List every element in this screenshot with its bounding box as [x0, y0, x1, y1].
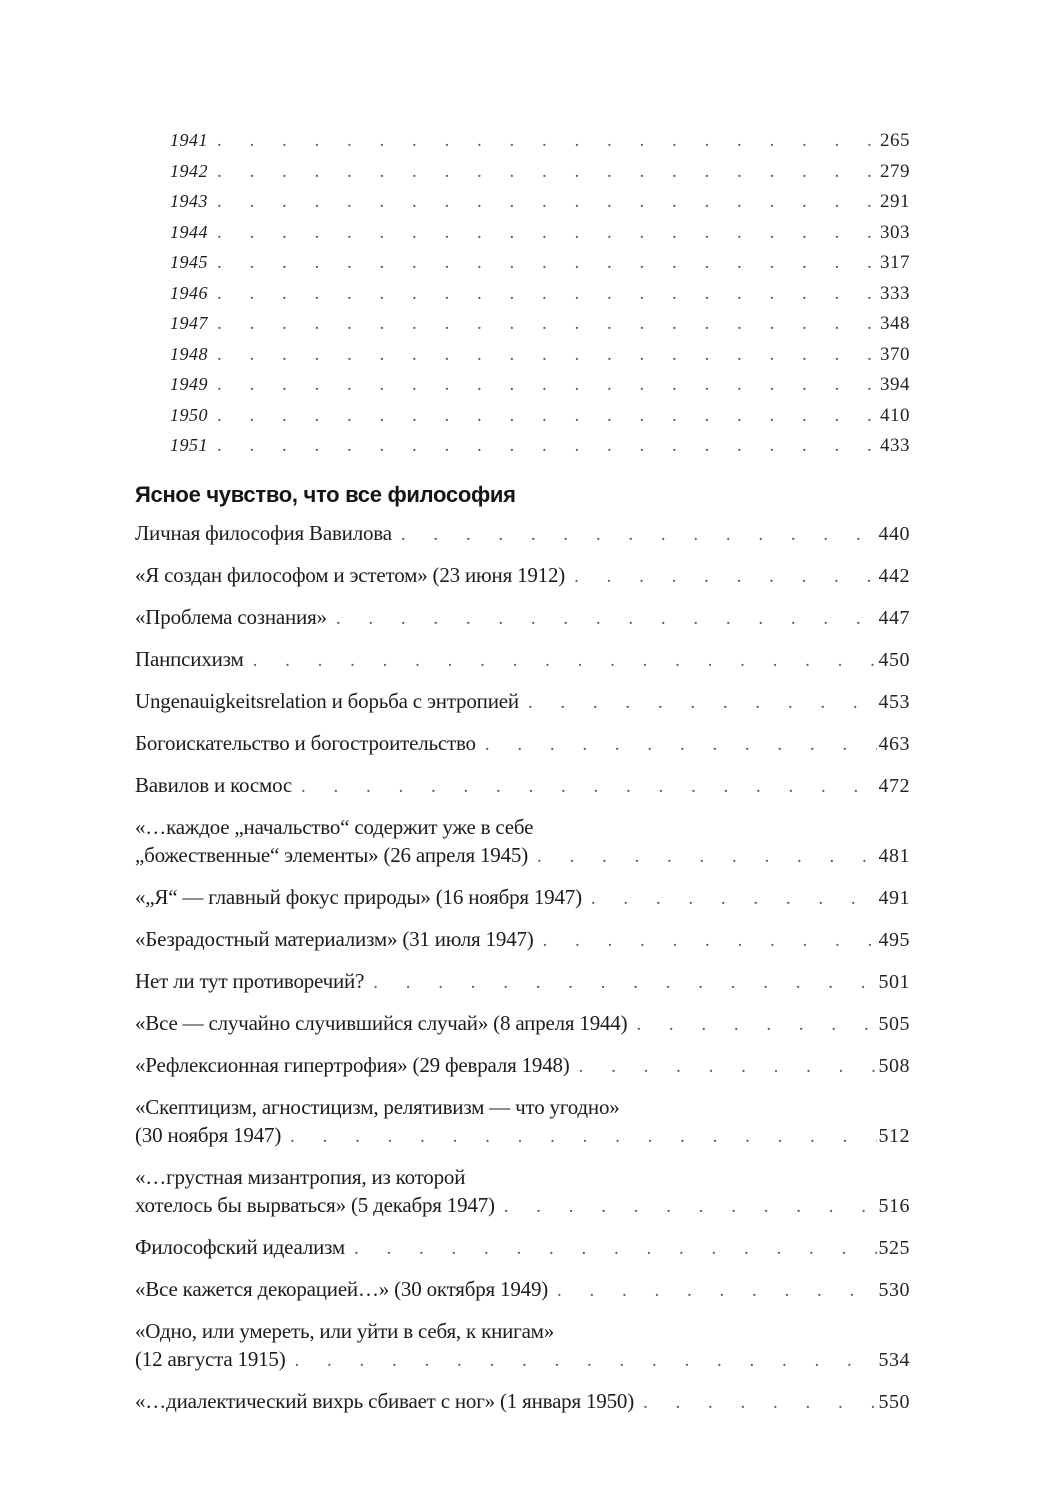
toc-entry — [170, 247, 910, 278]
entry-title: Философский идеализм — [135, 1234, 346, 1259]
toc-entry-lastline — [135, 1387, 910, 1417]
toc-entry-lastline — [135, 687, 910, 717]
entry-page-number: 530 — [878, 1278, 910, 1301]
entry-title: «Все кажется декорацией…» (30 октября 1949) — [135, 1276, 549, 1301]
entry-page-number: 450 — [878, 648, 910, 671]
toc-entry-lastline — [135, 841, 910, 871]
dot-leader — [217, 339, 878, 370]
entry-page-number: 447 — [878, 606, 910, 629]
toc-entry-lastline — [170, 430, 910, 461]
toc-entry-lastline — [135, 883, 910, 913]
toc-entry-lastline — [170, 339, 910, 370]
entry-page-number: 516 — [878, 1194, 910, 1217]
toc-entry — [170, 369, 910, 400]
toc-entry-lastline — [135, 1051, 910, 1081]
toc-entry — [135, 1093, 910, 1151]
entry-page-number: 442 — [878, 564, 910, 587]
dot-leader — [290, 1121, 876, 1151]
dot-leader — [354, 1233, 876, 1263]
toc-entry-lastline — [135, 1345, 910, 1375]
entry-page-number: 440 — [878, 522, 910, 545]
dot-leader — [401, 519, 877, 549]
toc-entry — [135, 687, 910, 717]
entry-title: 1950 — [170, 404, 208, 425]
entry-title: 1951 — [170, 435, 208, 455]
toc-entry-lastline — [135, 1191, 910, 1221]
dot-leader — [543, 925, 877, 955]
toc-entry — [170, 156, 910, 187]
toc-entry — [170, 278, 910, 309]
entry-page-number: 370 — [880, 343, 910, 365]
dot-leader — [557, 1275, 876, 1305]
toc-entry-lastline — [135, 645, 910, 675]
toc-entry-lastline — [135, 771, 910, 801]
toc-entry-lastline — [170, 125, 910, 156]
entry-title: Личная философия Вавилова — [135, 520, 392, 545]
entry-page-number: 394 — [880, 374, 910, 395]
dot-leader — [528, 687, 877, 717]
entry-page-number: 495 — [878, 928, 910, 951]
entry-page-number: 348 — [880, 313, 910, 334]
entry-line: «…каждое „начальство“ содержит уже в себе — [135, 814, 534, 839]
entry-title: 1946 — [170, 282, 208, 303]
toc-entry-lastline — [135, 1233, 910, 1263]
dot-leader — [643, 1387, 877, 1417]
toc-entry — [170, 217, 910, 248]
dot-leader — [636, 1009, 876, 1039]
entry-page-number: 491 — [878, 886, 910, 909]
entry-line: «Одно, или умереть, или уйти в себя, к книгам» — [135, 1318, 555, 1343]
entry-title: (30 ноября 1947) — [135, 1122, 282, 1147]
toc-entry — [135, 603, 910, 633]
entry-title: хотелось бы вырваться» (5 декабря 1947) — [135, 1192, 495, 1217]
entry-title: «Проблема сознания» — [135, 604, 327, 629]
toc-entry-lastline — [135, 1121, 910, 1151]
toc-entry-lastline — [135, 519, 910, 549]
toc-entry-lastline — [170, 400, 910, 431]
entry-title: 1948 — [170, 343, 208, 364]
dot-leader — [217, 125, 878, 156]
dot-leader — [217, 400, 878, 431]
entry-line: «…грустная мизантропия, из которой — [135, 1164, 466, 1189]
entry-page-number: 472 — [878, 774, 910, 797]
dot-leader — [217, 430, 878, 461]
toc-entry — [135, 967, 910, 997]
entry-page-number: 453 — [878, 690, 910, 713]
toc-entry — [135, 519, 910, 549]
toc-entry-lastline — [135, 729, 910, 759]
entry-title: «Рефлексионная гипертрофия» (29 февраля 1948) — [135, 1052, 570, 1077]
entry-title: „божественные“ элементы» (26 апреля 1945) — [135, 842, 528, 867]
entries-list — [135, 519, 910, 1417]
dot-leader — [336, 603, 877, 633]
entry-page-number: 534 — [878, 1348, 910, 1371]
toc-entry — [135, 813, 910, 871]
entry-page-number: 525 — [878, 1236, 910, 1259]
entry-title: 1949 — [170, 374, 208, 394]
toc-entry — [170, 430, 910, 461]
entry-page-number: 433 — [880, 435, 910, 456]
toc-entry — [170, 125, 910, 156]
toc-entry — [135, 883, 910, 913]
toc-entry — [135, 645, 910, 675]
toc-entry — [135, 925, 910, 955]
dot-leader — [504, 1191, 877, 1221]
toc-entry — [135, 729, 910, 759]
entry-title: «„Я“ — главный фокус природы» (16 ноября 1947) — [135, 884, 582, 909]
toc-entry — [135, 561, 910, 591]
entry-title: Вавилов и космос — [135, 772, 293, 797]
toc-entry — [135, 771, 910, 801]
toc-entry-lastline — [170, 278, 910, 309]
entry-page-number: 505 — [878, 1012, 910, 1035]
entry-page-number: 291 — [880, 191, 910, 212]
dot-leader — [217, 369, 878, 400]
dot-leader — [574, 561, 876, 591]
dot-leader — [217, 217, 878, 248]
section-heading: Ясное чувство, что все философия — [135, 481, 516, 507]
entry-title: 1942 — [170, 160, 208, 181]
entry-page-number: 481 — [878, 844, 910, 867]
entry-page-number: 550 — [878, 1390, 910, 1413]
dot-leader — [217, 247, 878, 278]
toc-entry-lastline — [170, 217, 910, 248]
entry-title: «Все — случайно случившийся случай» (8 апреля 1944) — [135, 1010, 628, 1035]
dot-leader — [253, 645, 877, 675]
entry-title: Богоискательство и богостроительство — [135, 730, 476, 755]
entry-title: 1941 — [170, 130, 208, 150]
entry-page-number: 333 — [880, 282, 910, 304]
entry-title: (12 августа 1915) — [135, 1346, 286, 1371]
entry-page-number: 265 — [880, 130, 910, 151]
dot-leader — [217, 186, 878, 217]
dot-leader — [485, 729, 877, 759]
entry-page-number: 317 — [880, 252, 910, 273]
entry-title: «Я создан философом и эстетом» (23 июня 1912) — [135, 562, 566, 587]
toc-entry-lastline — [135, 1009, 910, 1039]
dot-leader — [537, 841, 877, 871]
entry-page-number: 410 — [880, 404, 910, 426]
toc-entry — [170, 339, 910, 370]
entry-title: 1943 — [170, 191, 208, 211]
entry-title: Ungenauigkeitsrelation и борьба с энтропией — [135, 688, 519, 713]
dot-leader — [579, 1051, 877, 1081]
toc-entry-lastline — [135, 925, 910, 955]
toc-entry-lastline — [170, 156, 910, 187]
dot-leader — [217, 278, 878, 309]
entry-title: Нет ли тут противоречий? — [135, 968, 365, 993]
entry-title: 1944 — [170, 221, 208, 242]
entry-page-number: 303 — [880, 221, 910, 243]
toc-entry — [135, 1387, 910, 1417]
dot-leader — [591, 883, 877, 913]
dot-leader — [373, 967, 876, 997]
dot-leader — [217, 156, 878, 187]
toc-entry-lastline — [135, 1275, 910, 1305]
toc-entry-lastline — [135, 967, 910, 997]
entry-title: 1945 — [170, 252, 208, 272]
entry-title: «…диалектический вихрь сбивает с ног» (1 января 1950) — [135, 1388, 634, 1413]
toc-entry-lastline — [170, 186, 910, 217]
toc-entry — [135, 1009, 910, 1039]
toc-entry — [170, 308, 910, 339]
entry-line: «Скептицизм, агностицизм, релятивизм — что угодно» — [135, 1094, 620, 1119]
toc-entry — [135, 1233, 910, 1263]
entry-page-number: 463 — [878, 732, 910, 755]
toc-entry — [135, 1051, 910, 1081]
toc-entry — [170, 400, 910, 431]
years-list — [135, 125, 910, 461]
toc-entry-lastline — [170, 308, 910, 339]
toc-entry-lastline — [170, 369, 910, 400]
dot-leader — [301, 771, 876, 801]
toc-entry — [135, 1275, 910, 1305]
toc-entry-lastline — [170, 247, 910, 278]
entry-page-number: 508 — [878, 1054, 910, 1077]
entry-page-number: 501 — [878, 970, 910, 993]
entry-title: Панпсихизм — [135, 646, 244, 671]
entry-title: «Безрадостный материализм» (31 июля 1947) — [135, 926, 534, 951]
entry-title: 1947 — [170, 313, 208, 333]
entry-page-number: 279 — [880, 160, 910, 182]
toc-entry — [170, 186, 910, 217]
toc-entry-lastline — [135, 603, 910, 633]
entry-page-number: 512 — [878, 1124, 910, 1147]
dot-leader — [295, 1345, 877, 1375]
toc-entry-lastline — [135, 561, 910, 591]
toc-entry — [135, 1163, 910, 1221]
toc-entry — [135, 1317, 910, 1375]
dot-leader — [217, 308, 878, 339]
